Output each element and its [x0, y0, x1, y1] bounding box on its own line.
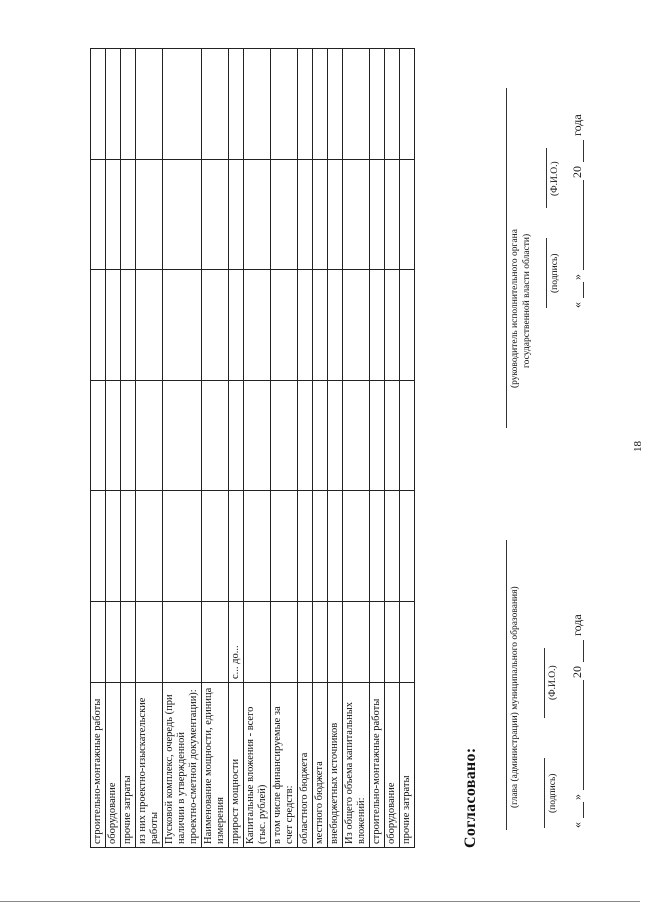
row-label: прочие затраты	[400, 683, 415, 848]
row-subvalue	[91, 602, 106, 683]
table-row	[136, 49, 163, 848]
row-subvalue	[313, 602, 328, 683]
empty-cell	[298, 380, 313, 491]
empty-cell	[271, 159, 298, 270]
table-row	[370, 49, 385, 848]
right-position-caption-1: (руководитель исполнительного органа	[510, 229, 520, 388]
empty-cell	[229, 49, 244, 160]
right-signature-label: (подпись)	[550, 253, 560, 293]
empty-cell	[244, 491, 271, 602]
empty-cell	[136, 49, 163, 160]
empty-cell	[202, 380, 229, 491]
empty-cell	[136, 270, 163, 381]
empty-cell	[313, 270, 328, 381]
left-year-word: года	[570, 614, 584, 636]
empty-cell	[400, 159, 415, 270]
empty-cell	[313, 491, 328, 602]
empty-cell	[328, 491, 343, 602]
right-year-word: года	[570, 114, 584, 136]
empty-cell	[385, 49, 400, 160]
left-fio-line	[544, 648, 545, 718]
row-subvalue	[328, 602, 343, 683]
empty-cell	[298, 159, 313, 270]
empty-cell	[121, 270, 136, 381]
empty-cell	[244, 49, 271, 160]
empty-cell	[91, 49, 106, 160]
right-date-close: »	[570, 274, 584, 280]
row-subvalue	[136, 602, 163, 683]
left-signature-line	[544, 758, 545, 828]
empty-cell	[91, 159, 106, 270]
empty-cell	[370, 49, 385, 160]
row-subvalue	[271, 602, 298, 683]
empty-cell	[271, 491, 298, 602]
empty-cell	[229, 270, 244, 381]
empty-cell	[163, 491, 202, 602]
row-label: Наименование мощности, единица измерения	[202, 683, 229, 848]
empty-cell	[298, 49, 313, 160]
row-label: прирост мощности	[229, 683, 244, 848]
row-label: строительно-монтажные работы	[91, 683, 106, 848]
table-row	[385, 49, 400, 848]
bottom-rule	[0, 901, 640, 902]
left-position-caption: (глава (администрации) муниципального образования)	[510, 586, 520, 808]
row-label: областного бюджета	[298, 683, 313, 848]
right-month-line	[583, 180, 584, 270]
rotated-page-content	[90, 48, 650, 848]
empty-cell	[244, 159, 271, 270]
empty-cell	[328, 270, 343, 381]
right-date-open: «	[570, 302, 584, 308]
empty-cell	[136, 380, 163, 491]
row-subvalue	[202, 602, 229, 683]
empty-cell	[244, 270, 271, 381]
table-row	[271, 49, 298, 848]
right-position-caption-2: государственной власти области)	[522, 233, 532, 368]
table-row	[328, 49, 343, 848]
empty-cell	[343, 491, 370, 602]
row-subvalue	[244, 602, 271, 683]
empty-cell	[298, 491, 313, 602]
empty-cell	[163, 159, 202, 270]
table-row	[313, 49, 328, 848]
row-label: Пусковой комплекс, очередь (при наличии в утвержденной проектно-сметной документации):	[163, 683, 202, 848]
empty-cell	[106, 380, 121, 491]
empty-cell	[271, 270, 298, 381]
left-date-close: »	[570, 794, 584, 800]
empty-cell	[343, 49, 370, 160]
row-label: строительно-монтажные работы	[370, 683, 385, 848]
empty-cell	[370, 270, 385, 381]
row-label: в том числе финансируемые за счет средств:	[271, 683, 298, 848]
empty-cell	[136, 159, 163, 270]
table-row	[202, 49, 229, 848]
left-signature-label: (подпись)	[548, 773, 558, 813]
left-date-open: «	[570, 822, 584, 828]
empty-cell	[400, 49, 415, 160]
row-subvalue	[163, 602, 202, 683]
row-subvalue	[121, 602, 136, 683]
table-row	[106, 49, 121, 848]
row-label: Капитальные вложения - всего (тыс. рублей)	[244, 683, 271, 848]
row-subvalue	[298, 602, 313, 683]
empty-cell	[244, 380, 271, 491]
right-day-line	[583, 282, 584, 298]
empty-cell	[121, 159, 136, 270]
row-subvalue	[106, 602, 121, 683]
empty-cell	[106, 270, 121, 381]
empty-cell	[121, 49, 136, 160]
empty-cell	[370, 491, 385, 602]
row-subvalue	[370, 602, 385, 683]
empty-cell	[298, 270, 313, 381]
empty-cell	[343, 159, 370, 270]
left-fio-label: (Ф.И.О.)	[548, 665, 558, 700]
empty-cell	[370, 159, 385, 270]
empty-cell	[343, 380, 370, 491]
empty-cell	[400, 491, 415, 602]
empty-cell	[202, 159, 229, 270]
left-month-line	[583, 680, 584, 790]
right-position-line	[506, 88, 507, 428]
right-signature-line	[546, 238, 547, 308]
empty-cell	[121, 491, 136, 602]
empty-cell	[202, 491, 229, 602]
page-number: 18	[632, 441, 644, 452]
table-row	[298, 49, 313, 848]
right-year-prefix: 20	[570, 166, 584, 178]
empty-cell	[385, 159, 400, 270]
empty-cell	[385, 380, 400, 491]
table-row	[343, 49, 370, 848]
table-row	[244, 49, 271, 848]
row-label: оборудование	[385, 683, 400, 848]
empty-cell	[91, 270, 106, 381]
row-label: оборудование	[106, 683, 121, 848]
empty-cell	[271, 49, 298, 160]
empty-cell	[370, 380, 385, 491]
empty-cell	[121, 380, 136, 491]
empty-cell	[328, 380, 343, 491]
approval-title: Согласовано:	[462, 747, 479, 848]
empty-cell	[328, 159, 343, 270]
left-day-line	[583, 802, 584, 818]
capital-investment-table	[90, 48, 415, 848]
empty-cell	[313, 49, 328, 160]
row-subvalue	[400, 602, 415, 683]
empty-cell	[400, 270, 415, 381]
empty-cell	[229, 159, 244, 270]
row-label: внебюджетных источников	[328, 683, 343, 848]
empty-cell	[106, 159, 121, 270]
right-year-line	[583, 140, 584, 162]
right-fio-line	[546, 148, 547, 208]
right-fio-label: (Ф.И.О.)	[550, 161, 560, 196]
row-label: прочие затраты	[121, 683, 136, 848]
table-row	[163, 49, 202, 848]
row-subvalue	[343, 602, 370, 683]
left-position-line	[506, 540, 507, 830]
row-label: местного бюджета	[313, 683, 328, 848]
empty-cell	[229, 380, 244, 491]
empty-cell	[313, 380, 328, 491]
row-subvalue	[385, 602, 400, 683]
empty-cell	[343, 270, 370, 381]
empty-cell	[385, 491, 400, 602]
left-year-line	[583, 640, 584, 662]
left-year-prefix: 20	[570, 666, 584, 678]
row-subvalue: с... до...	[229, 602, 244, 683]
empty-cell	[106, 491, 121, 602]
table-row	[229, 49, 244, 848]
empty-cell	[163, 380, 202, 491]
empty-cell	[400, 380, 415, 491]
empty-cell	[202, 270, 229, 381]
empty-cell	[385, 270, 400, 381]
row-label: из них проектно-изыскательские работы	[136, 683, 163, 848]
empty-cell	[229, 491, 244, 602]
empty-cell	[163, 270, 202, 381]
empty-cell	[136, 491, 163, 602]
empty-cell	[328, 49, 343, 160]
empty-cell	[313, 159, 328, 270]
empty-cell	[106, 49, 121, 160]
table-row	[91, 49, 106, 848]
table-row	[400, 49, 415, 848]
empty-cell	[91, 380, 106, 491]
table-row	[121, 49, 136, 848]
empty-cell	[271, 380, 298, 491]
empty-cell	[91, 491, 106, 602]
approval-block	[462, 48, 642, 848]
empty-cell	[163, 49, 202, 160]
empty-cell	[202, 49, 229, 160]
row-label: Из общего объема капитальных вложений:	[343, 683, 370, 848]
